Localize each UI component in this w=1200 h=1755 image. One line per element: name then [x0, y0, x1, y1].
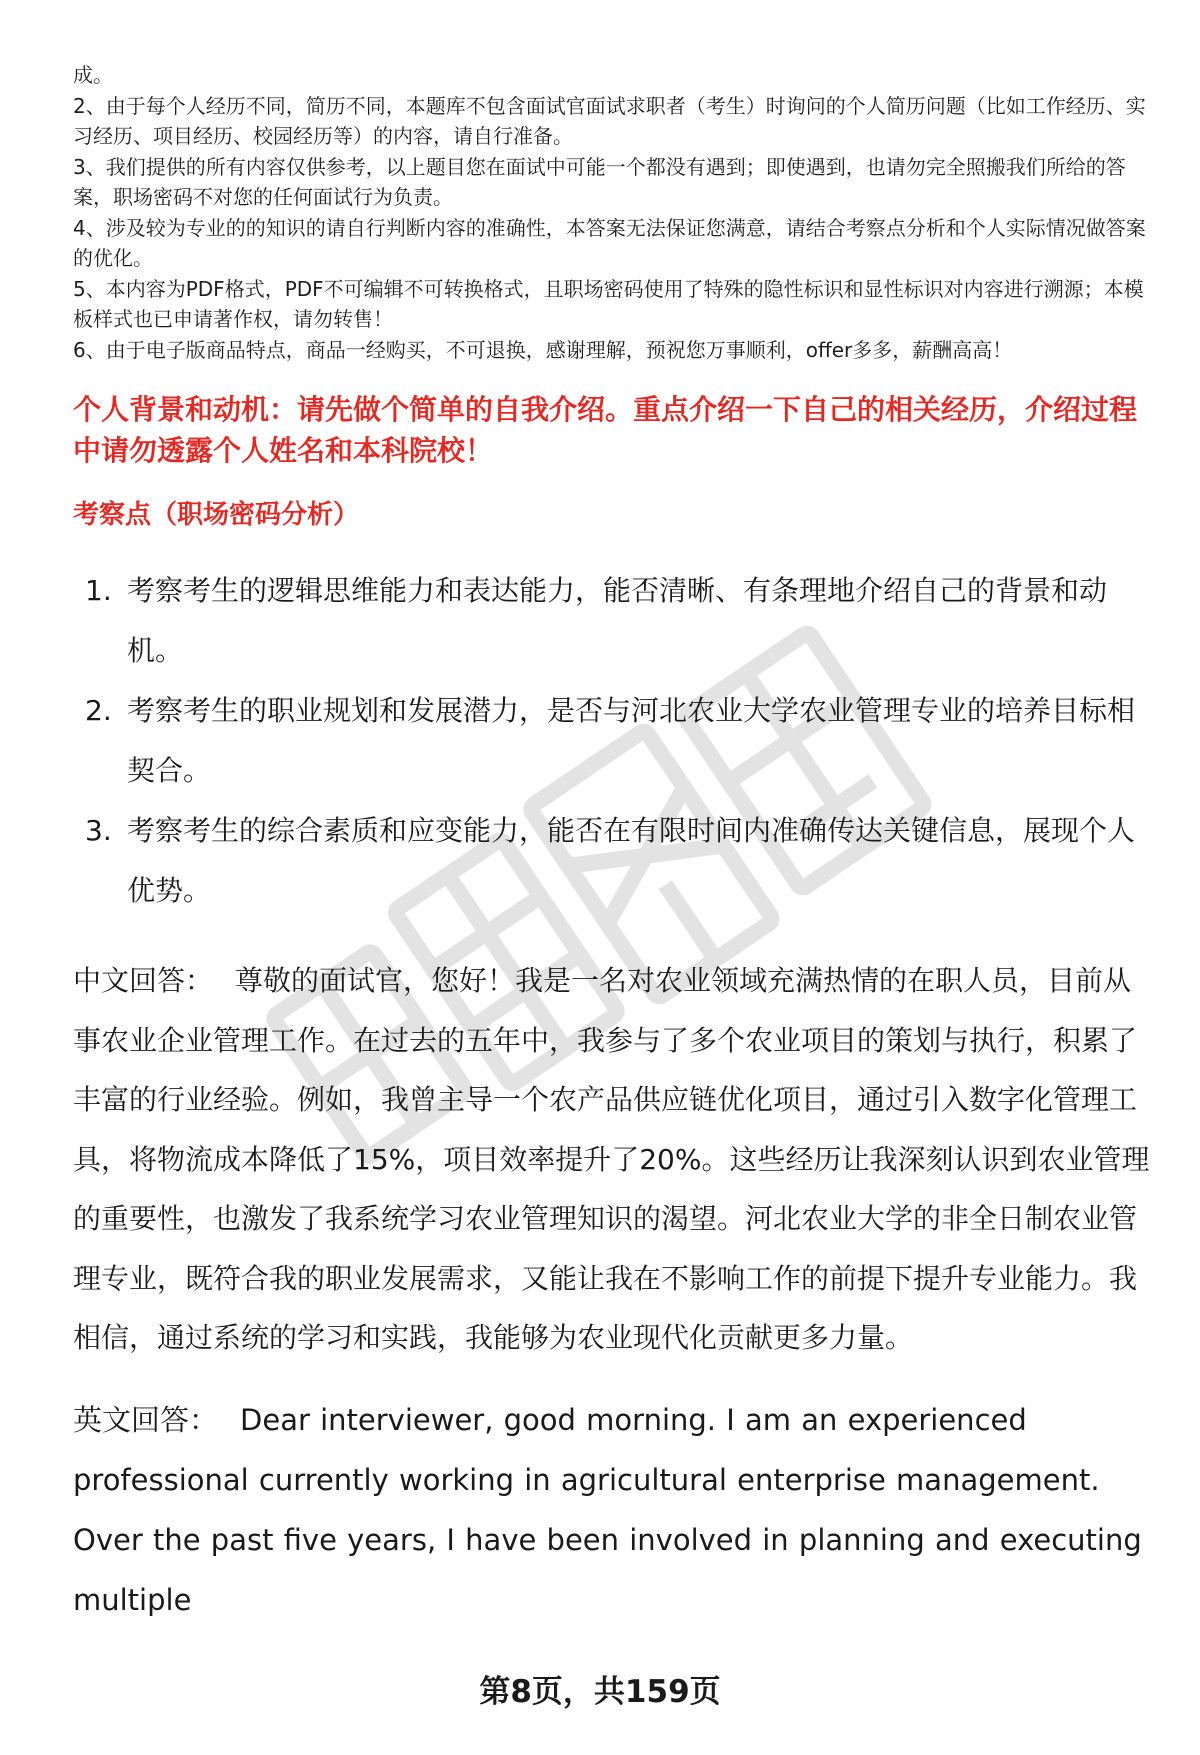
focus-item-text: 考察考生的综合素质和应变能力，能否在有限时间内准确传达关键信息，展现个人优势。: [127, 814, 1136, 907]
focus-title: 考察点（职场密码分析）: [73, 500, 360, 530]
focus-item: [73, 561, 1155, 681]
english-answer-text: Dear interviewer, good morning. I am an experienced professional currently working in agricultural enterprise management. Over the past five years, I have been involved in planning and executing multiple: [73, 1402, 1142, 1617]
focus-item-text: 考察考生的逻辑思维能力和表达能力，能否清晰、有条理地介绍自己的背景和动机。: [127, 574, 1108, 667]
note-line: 2、由于每个人经历不同，简历不同，本题库不包含面试官面试求职者（考生）时询问的个人简历问题（比如工作经历、实习经历、项目经历、校园经历等）的内容，请自行准备。: [73, 93, 1146, 148]
focus-item: [73, 801, 1155, 921]
focus-item: [73, 681, 1155, 801]
english-answer: [73, 1390, 1155, 1630]
notes-section: [73, 60, 1155, 365]
focus-item-number: 3.: [85, 814, 112, 847]
chinese-answer-label: 中文回答：: [73, 964, 214, 997]
note-line: 3、我们提供的所有内容仅供参考，以上题目您在面试中可能一个都没有遇到；即使遇到，也请勿完全照搬我们所给的答案，职场密码不对您的任何面试行为负责。: [73, 154, 1126, 209]
focus-item-number: 1.: [85, 574, 112, 607]
note-line: 4、涉及较为专业的的知识的请自行判断内容的准确性，本答案无法保证您满意，请结合考察点分析和个人实际情况做答案的优化。: [73, 215, 1146, 270]
note-line: 6、由于电子版商品特点，商品一经购买，不可退换，感谢理解，预祝您万事顺利，offer多多，薪酬高高！: [73, 337, 1013, 362]
focus-item-text: 考察考生的职业规划和发展潜力，是否与河北农业大学农业管理专业的培养目标相契合。: [127, 694, 1136, 787]
chinese-answer-text: 尊敬的面试官，您好！我是一名对农业领域充满热情的在职人员，目前从事农业企业管理工作。在过去的五年中，我参与了多个农业项目的策划与执行，积累了丰富的行业经验。例如，我曾主导一个农产品供应链优化项目，通过引入数字化管理工具，将物流成本降低了15%，项目效率提升了20%。这些经历让我深刻认识到农业管理的重要性，也激发了我系统学习农业管理知识的渴望。河北农业大学的非全日制农业管理专业，既符合我的职业发展需求，又能让我在不影响工作的前提下提升专业能力。我相信，通过系统的学习和实践，我能够为农业现代化贡献更多力量。: [73, 964, 1150, 1354]
focus-item-number: 2.: [85, 694, 112, 727]
note-line: 5、本内容为PDF格式，PDF不可编辑不可转换格式，且职场密码使用了特殊的隐性标识和显性标识对内容进行溯源；本模板样式也已申请著作权，请勿转售！: [73, 276, 1144, 331]
document-page: [73, 60, 1155, 1630]
english-answer-label: 英文回答：: [73, 1402, 219, 1437]
page-number: 第8页，共159页: [479, 1674, 721, 1710]
question-heading: 个人背景和动机：请先做个简单的自我介绍。重点介绍一下自己的相关经历，介绍过程中请勿透露个人姓名和本科院校！: [73, 393, 1138, 467]
note-line: 成。: [73, 63, 113, 87]
chinese-answer: [73, 951, 1155, 1368]
focus-list: [73, 561, 1155, 921]
